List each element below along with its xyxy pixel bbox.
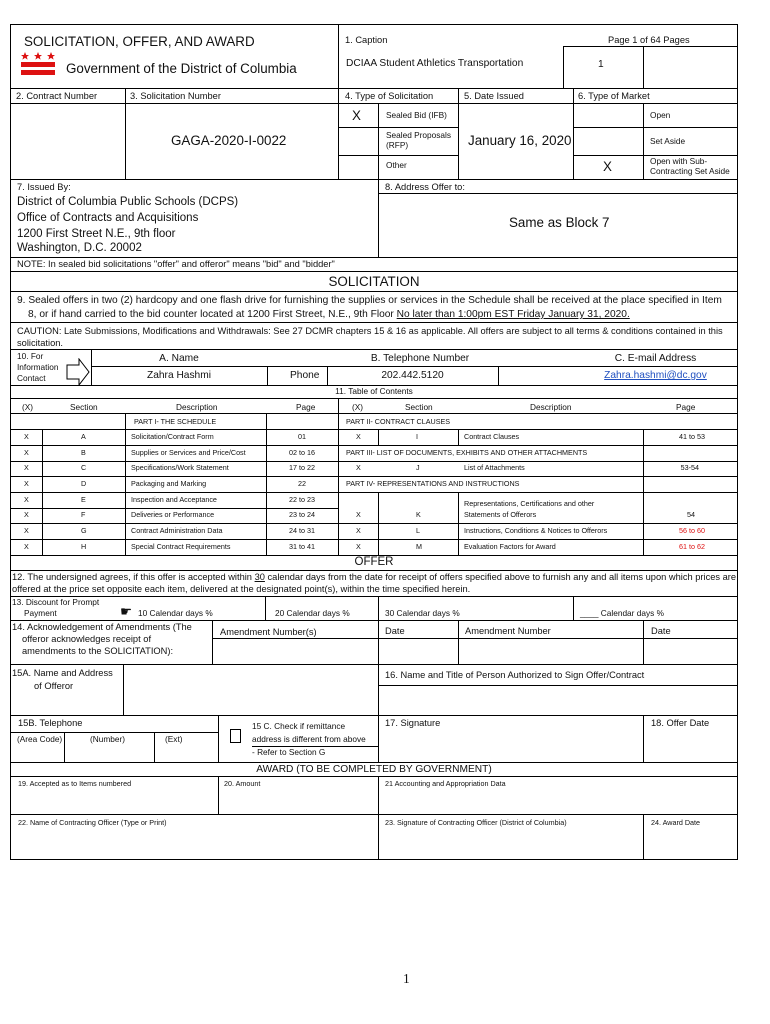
sealed-bid-label: Sealed Bid (IFB) <box>386 110 447 120</box>
offer-heading: OFFER <box>354 556 394 568</box>
toc-left-page: 17 to 22 <box>289 463 315 472</box>
toc-part4: PART IV- REPRESENTATIONS AND INSTRUCTIONS <box>346 479 520 488</box>
pointing-hand-icon: ☛ <box>120 604 133 619</box>
toc-header-page-left: Page <box>296 402 316 412</box>
ack-line3: amendments to the SOLICITATION): <box>22 646 174 656</box>
award-heading: AWARD (TO BE COMPLETED BY GOVERNMENT) <box>256 764 492 775</box>
market-set-aside-label: Set Aside <box>650 136 686 146</box>
toc-right-page: 53-54 <box>680 463 699 472</box>
toc-right-section: M <box>416 542 422 551</box>
toc-left-page: 23 to 24 <box>289 510 315 519</box>
issued-by-line1: District of Columbia Public Schools (DCPS) <box>17 196 239 208</box>
issued-by-line2: Office of Contracts and Acquisitions <box>17 212 199 224</box>
remittance-label-3: - Refer to Section G <box>252 747 326 757</box>
solicitation-number: GAGA-2020-I-0022 <box>171 133 287 148</box>
same-as-block: Same as Block 7 <box>509 215 610 230</box>
email-link[interactable]: Zahra.hashmi@dc.gov <box>604 370 707 381</box>
toc-left-desc: Special Contract Requirements <box>131 542 231 551</box>
toc-right-section: J <box>416 463 420 472</box>
remittance-label-2: address is different from above <box>252 734 366 744</box>
toc-right-desc: Evaluation Factors for Award <box>464 542 556 551</box>
toc-header-section-left: Section <box>70 402 98 412</box>
discount-calendar-days[interactable]: ____ Calendar days % <box>580 608 664 618</box>
toc-left-section: D <box>81 479 87 488</box>
authorized-signer-label: 16. Name and Title of Person Authorized to Sign Offer/Contract <box>385 670 645 680</box>
name-address-label-2: of Offeror <box>34 681 74 691</box>
toc-right-desc-line1: Representations, Certifications and other <box>464 499 595 508</box>
toc-right-x: X <box>356 510 361 519</box>
toc-left-x: X <box>24 448 29 457</box>
solicitation-heading: SOLICITATION <box>328 274 420 289</box>
signature-label: 17. Signature <box>385 718 441 728</box>
item9-deadline: No later than 1:00pm EST Friday January 31, 2020. <box>396 309 630 320</box>
accounting-label: 21 Accounting and Appropriation Data <box>385 779 506 788</box>
type-of-market-label: 6. Type of Market <box>578 91 650 101</box>
item12-days: 30 <box>254 572 265 582</box>
phone-number: 202.442.5120 <box>381 370 444 381</box>
ack-line2: offeror acknowledges receipt of <box>22 634 152 644</box>
discount-10-days[interactable]: 10 Calendar days % <box>138 608 213 618</box>
contact-label-1: 10. For <box>17 351 44 361</box>
remittance-checkbox[interactable] <box>230 729 241 743</box>
market-open-sub-label: Open with Sub-Contracting Set Aside <box>650 156 730 176</box>
toc-header-desc-right: Description <box>530 402 572 412</box>
toc-left-page: 02 to 16 <box>289 448 315 457</box>
page-count: Page 1 of 64 Pages <box>608 35 690 45</box>
amendment-date-label: Date <box>385 626 405 636</box>
toc-part3: PART III- LIST OF DOCUMENTS, EXHIBITS AND OTHER ATTACHMENTS <box>346 448 588 457</box>
discount-30-days[interactable]: 30 Calendar days % <box>385 608 460 618</box>
email-label: C. E-mail Address <box>614 353 697 364</box>
footer-page-number: 1 <box>403 971 410 986</box>
sealed-bid-checkbox[interactable]: X <box>352 108 361 123</box>
toc-header-x-left: (X) <box>22 402 34 412</box>
item9-line1: 9. Sealed offers in two (2) hardcopy and one flash drive for furnishing the supplies or services in the Schedule shall be received at the place specified in Item <box>17 295 722 306</box>
dc-flag-logo <box>20 52 56 76</box>
toc-left-x: X <box>24 526 29 535</box>
address-offer-label: 8. Address Offer to: <box>385 182 465 192</box>
toc-left-page: 24 to 31 <box>289 526 315 535</box>
toc-left-desc: Solicitation/Contract Form <box>131 432 214 441</box>
toc-right-page: 56 to 60 <box>679 526 705 535</box>
market-open-label: Open <box>650 110 671 120</box>
caution-line1: CAUTION: Late Submissions, Modifications and Withdrawals: See 27 DCMR chapters 15 & 16 as applicable. All offers are subject to all terms & conditions contained in this <box>17 326 723 336</box>
accepted-items-label: 19. Accepted as to Items numbered <box>18 779 132 788</box>
toc-left-section: C <box>81 463 87 472</box>
phone-label: B. Telephone Number <box>370 353 470 364</box>
toc-left-section: B <box>81 448 86 457</box>
sealed-proposals-label: Sealed Proposals (RFP) <box>386 130 452 150</box>
solicitation-number-label: 3. Solicitation Number <box>130 91 221 101</box>
contract-number-label: 2. Contract Number <box>16 91 98 101</box>
toc-right-section: L <box>416 526 420 535</box>
toc-left-x: X <box>24 495 29 504</box>
toc-left-section: G <box>81 526 87 535</box>
toc-right-x: X <box>356 432 361 441</box>
date-issued-label: 5. Date Issued <box>464 91 524 101</box>
amendment-date-label-2: Date <box>651 626 671 636</box>
toc-right-desc: List of Attachments <box>464 463 525 472</box>
name-address-label-1: 15A. Name and Address <box>12 668 113 678</box>
toc-header-section-right: Section <box>405 402 433 412</box>
caption-label: 1. Caption <box>345 35 388 45</box>
toc-right-section: K <box>416 510 421 519</box>
toc-left-desc: Deliveries or Performance <box>131 510 215 519</box>
government-name: Government of the District of Columbia <box>66 61 297 76</box>
discount-label-2: Payment <box>24 608 57 618</box>
toc-right-section: I <box>416 432 418 441</box>
contact-label-2: Information <box>17 362 59 372</box>
amount-label: 20. Amount <box>224 779 261 788</box>
contracting-officer-label: 22. Name of Contracting Officer (Type or Print) <box>18 818 167 827</box>
toc-right-desc-line2: Statements of Offerors <box>464 510 537 519</box>
award-date-label: 24. Award Date <box>651 818 701 827</box>
toc-right-x: X <box>356 542 361 551</box>
toc-left-x: X <box>24 542 29 551</box>
contact-name-label: A. Name <box>159 353 199 364</box>
toc-left-desc: Contract Administration Data <box>131 526 223 535</box>
toc-header-page-right: Page <box>676 402 696 412</box>
toc-part1: PART I- THE SCHEDULE <box>134 417 217 426</box>
toc-left-section: A <box>81 432 86 441</box>
officer-signature-label: 23. Signature of Contracting Officer (District of Columbia) <box>385 818 567 827</box>
other-label: Other <box>386 160 407 170</box>
toc-left-desc: Inspection and Acceptance <box>131 495 217 504</box>
toc-left-page: 22 to 23 <box>289 495 315 504</box>
date-issued: January 16, 2020 <box>468 133 572 148</box>
toc-left-section: E <box>81 495 86 504</box>
toc-right-desc: Instructions, Conditions & Notices to Offerors <box>464 526 608 535</box>
arrow-right-icon <box>66 358 90 386</box>
phone-type: Phone <box>290 370 320 381</box>
toc-left-x: X <box>24 479 29 488</box>
caution-line2: solicitation. <box>17 338 63 348</box>
toc-right-x: X <box>356 526 361 535</box>
toc-left-desc: Packaging and Marking <box>131 479 207 488</box>
open-sub-checkbox[interactable]: X <box>603 159 612 174</box>
item12-line2: offered at the price set opposite each item, delivered at the designated point(s), within the time specified herein. <box>12 584 471 594</box>
toc-left-x: X <box>24 510 29 519</box>
toc-left-page: 01 <box>298 432 306 441</box>
toc-left-section: H <box>81 542 87 551</box>
toc-left-x: X <box>24 432 29 441</box>
toc-title: 11. Table of Contents <box>335 386 413 396</box>
toc-left-desc: Supplies or Services and Price/Cost <box>131 448 246 457</box>
toc-left-desc: Specifications/Work Statement <box>131 463 229 472</box>
sealed-bid-note: NOTE: In sealed bid solicitations "offer" and offeror" means "bid" and "bidder" <box>17 259 335 269</box>
toc-header-desc-left: Description <box>176 402 218 412</box>
toc-right-page: 41 to 53 <box>679 432 705 441</box>
number-label: (Number) <box>90 734 126 744</box>
caption-value: DCIAA Student Athletics Transportation <box>346 58 524 69</box>
form-title: SOLICITATION, OFFER, AND AWARD <box>24 34 255 49</box>
offer-date-label: 18. Offer Date <box>651 718 710 728</box>
contact-label-3: Contact <box>17 373 46 383</box>
issued-by-label: 7. Issued By: <box>17 182 71 192</box>
toc-left-x: X <box>24 463 29 472</box>
issued-by-line3: 1200 First Street N.E., 9th floor <box>17 228 176 240</box>
toc-right-page: 61 to 62 <box>679 542 705 551</box>
type-of-solicitation-label: 4. Type of Solicitation <box>345 91 434 101</box>
contact-name: Zahra Hashmi <box>147 370 211 381</box>
page-number-box: 1 <box>598 59 604 70</box>
item12-line1: 12. The undersigned agrees, if this offer is accepted within 30 calendar days from the date for receipt of offers specified above to furnish any and all items upon which prices are <box>12 572 737 582</box>
amendment-numbers-label: Amendment Number(s) <box>220 627 317 637</box>
remittance-label-1: 15 C. Check if remittance <box>252 721 346 731</box>
ack-line1: 14. Acknowledgement of Amendments (The <box>12 622 192 632</box>
issued-by-line4: Washington, D.C. 20002 <box>17 242 142 254</box>
toc-header-x-right: (X) <box>352 402 364 412</box>
discount-label-1: 13. Discount for Prompt <box>12 597 100 607</box>
area-code-label: (Area Code) <box>17 734 63 744</box>
toc-left-page: 22 <box>298 479 306 488</box>
toc-right-page: 54 <box>687 510 695 519</box>
ext-label: (Ext) <box>165 734 183 744</box>
toc-right-x: X <box>356 463 361 472</box>
toc-left-section: F <box>81 510 86 519</box>
item9-line2: 8, or if hand carried to the bid counter located at 1200 First Street, N.E., 9th Floor No later than 1:00pm EST Friday January 31, 2020. <box>28 309 630 320</box>
toc-right-desc: Contract Clauses <box>464 432 520 441</box>
telephone-label: 15B. Telephone <box>18 718 83 728</box>
amendment-number-label: Amendment Number <box>465 626 551 636</box>
discount-20-days[interactable]: 20 Calendar days % <box>275 608 350 618</box>
toc-part2: PART II- CONTRACT CLAUSES <box>346 417 451 426</box>
toc-left-page: 31 to 41 <box>289 542 315 551</box>
